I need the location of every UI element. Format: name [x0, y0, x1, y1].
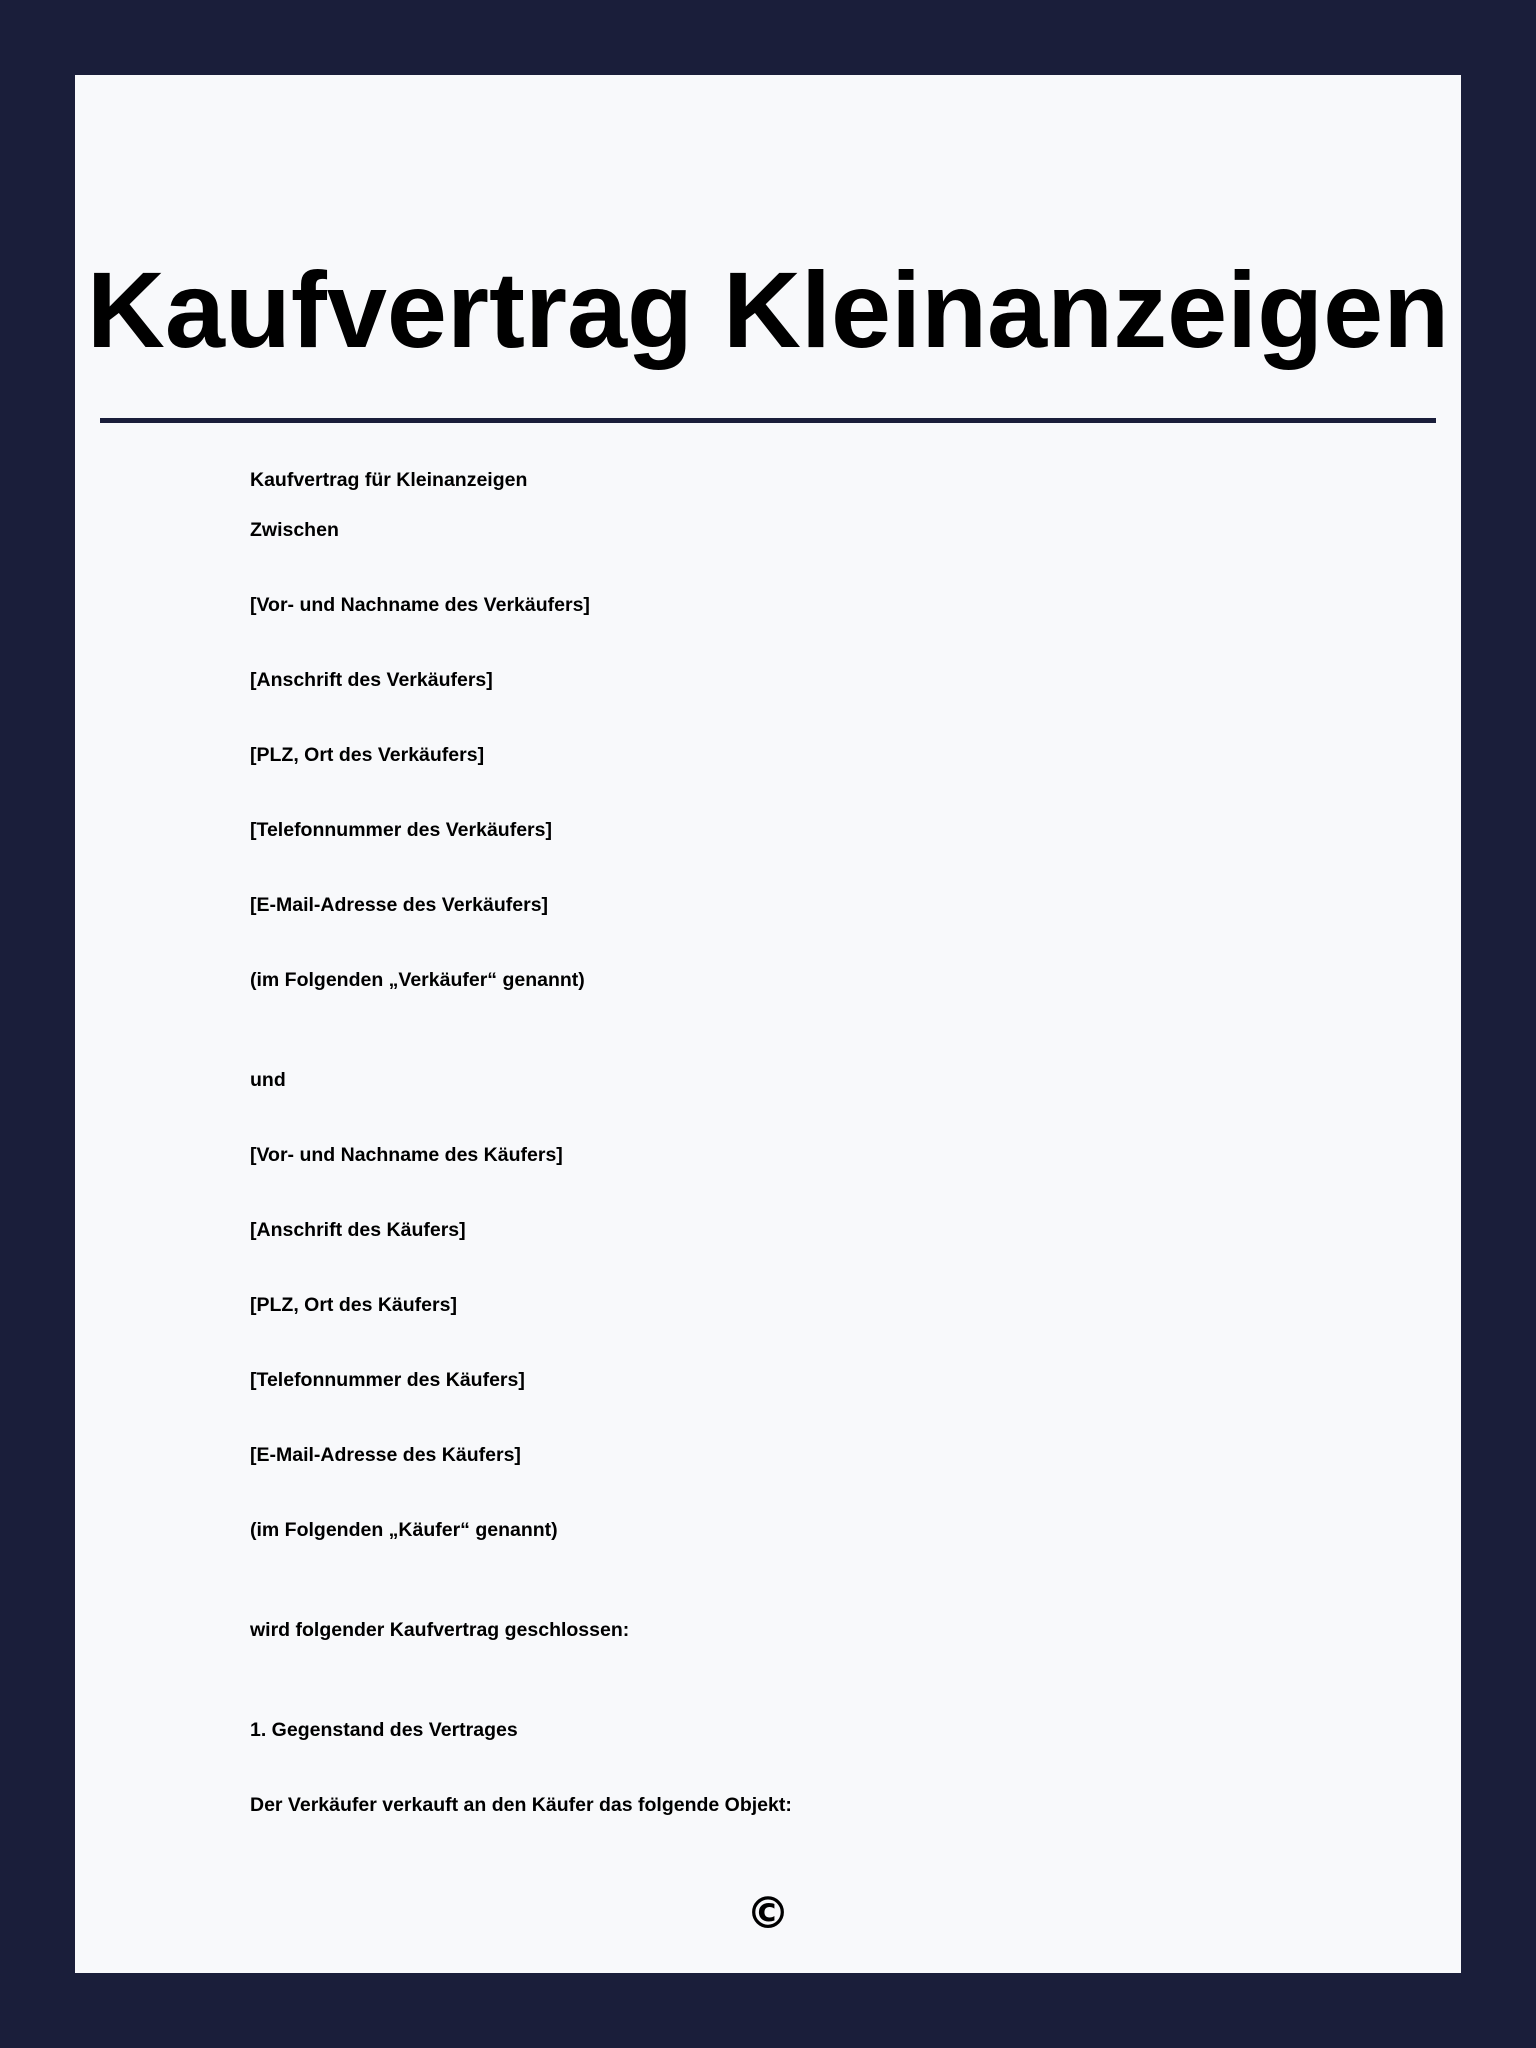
seller-city-field: [PLZ, Ort des Verkäufers]: [250, 744, 485, 766]
seller-designation: (im Folgenden „Verkäufer“ genannt): [250, 969, 585, 991]
buyer-email-field: [E-Mail-Adresse des Käufers]: [250, 1444, 521, 1466]
buyer-city-field: [PLZ, Ort des Käufers]: [250, 1294, 457, 1316]
intro-heading: Kaufvertrag für Kleinanzeigen: [250, 469, 528, 491]
document-page: [75, 75, 1461, 1973]
seller-name-field: [Vor- und Nachname des Verkäufers]: [250, 594, 590, 616]
section-1-heading: 1. Gegenstand des Vertrages: [250, 1719, 518, 1741]
section-1-text: Der Verkäufer verkauft an den Käufer das folgende Objekt:: [250, 1794, 792, 1816]
and-label: und: [250, 1069, 286, 1091]
copyright-icon: ©: [746, 1888, 790, 1939]
between-label: Zwischen: [250, 519, 339, 541]
title-divider: [100, 418, 1436, 423]
buyer-designation: (im Folgenden „Käufer“ genannt): [250, 1519, 558, 1541]
buyer-address-field: [Anschrift des Käufers]: [250, 1219, 466, 1241]
contract-concluded-text: wird folgender Kaufvertrag geschlossen:: [250, 1619, 630, 1641]
buyer-name-field: [Vor- und Nachname des Käufers]: [250, 1144, 563, 1166]
seller-address-field: [Anschrift des Verkäufers]: [250, 669, 493, 691]
document-title: Kaufvertrag Kleinanzeigen: [86, 249, 1450, 370]
seller-email-field: [E-Mail-Adresse des Verkäufers]: [250, 894, 549, 916]
buyer-phone-field: [Telefonnummer des Käufers]: [250, 1369, 525, 1391]
seller-phone-field: [Telefonnummer des Verkäufers]: [250, 819, 552, 841]
